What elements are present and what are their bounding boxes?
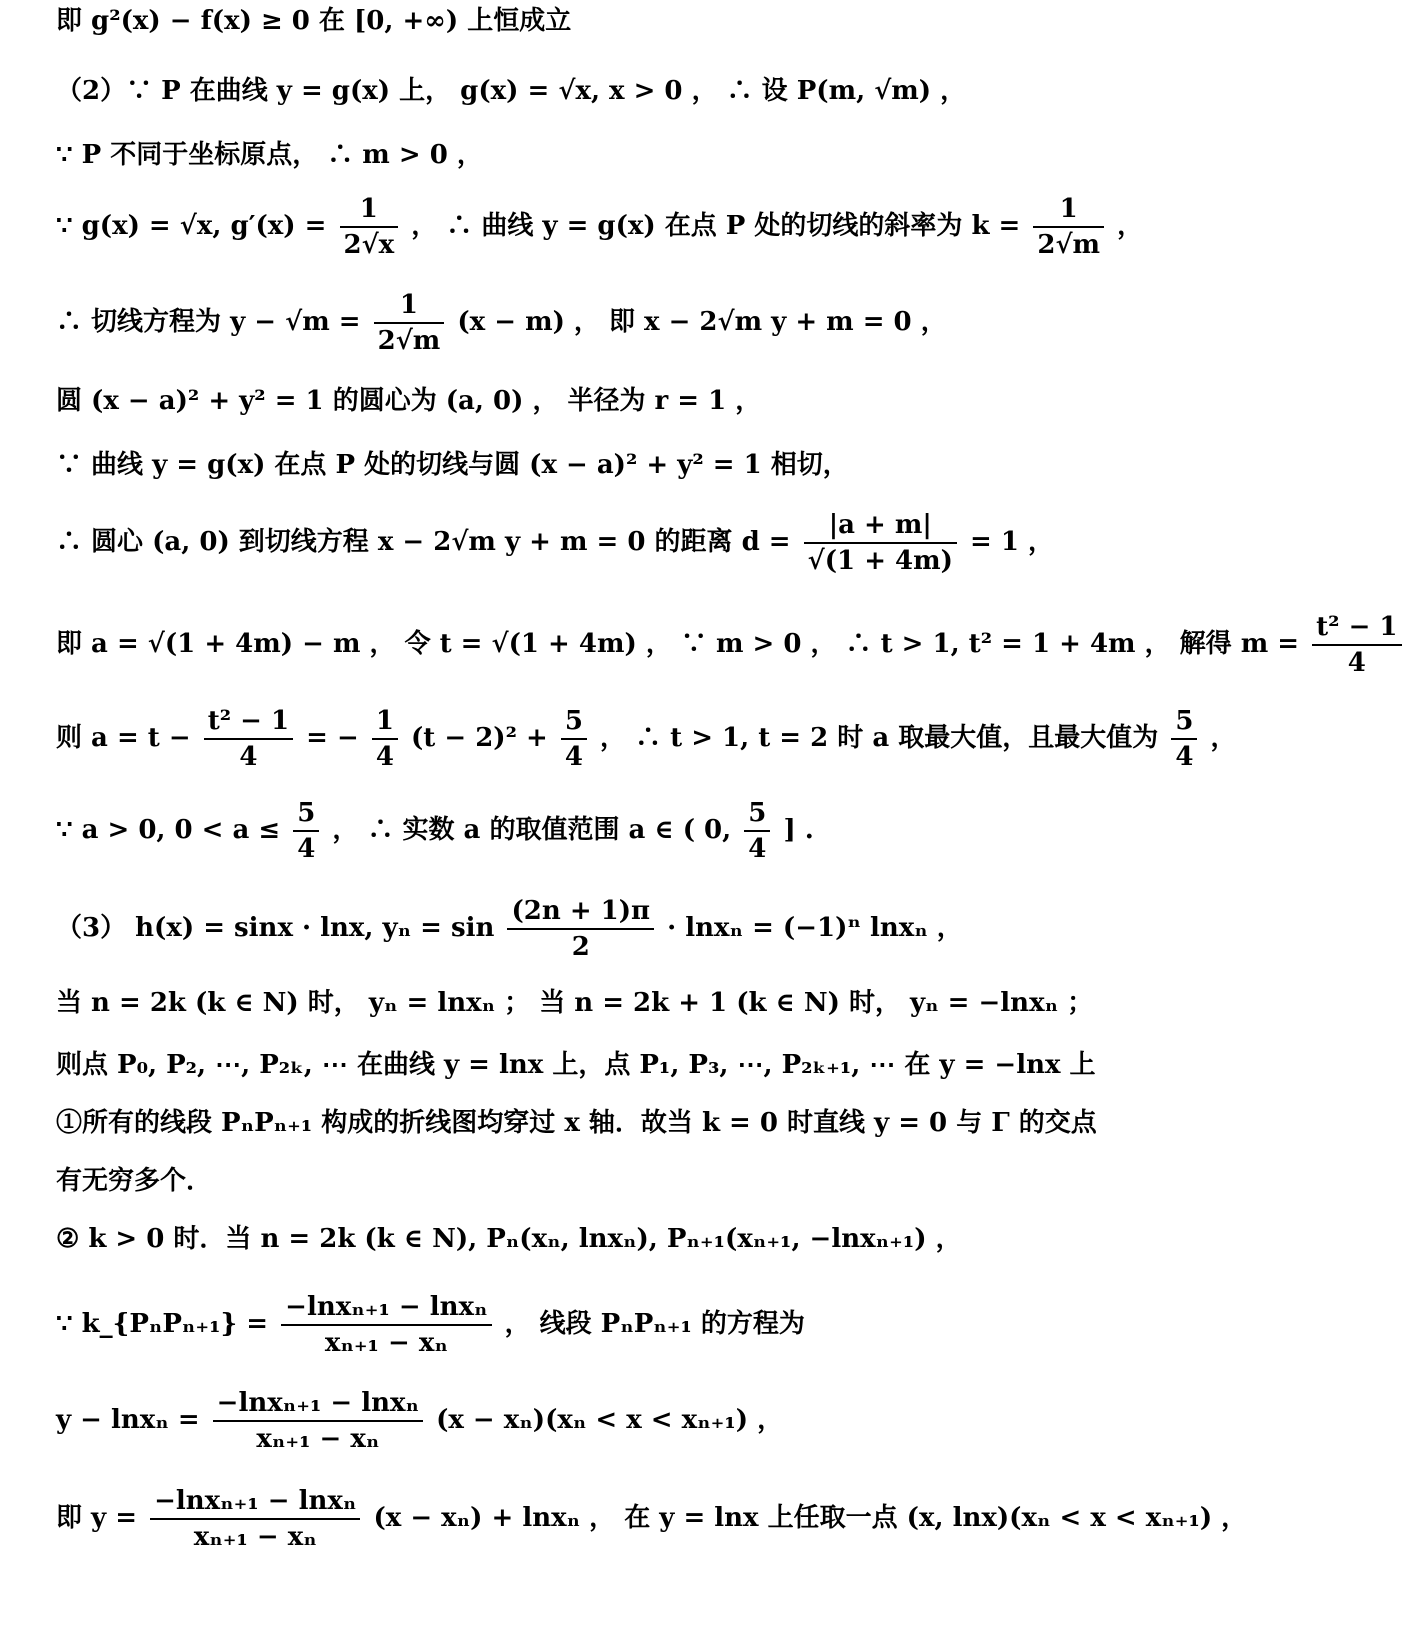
line-5-part-b: (x − m) ， 即 x − 2√m y + m = 0 ，	[457, 307, 947, 337]
line-17-text: ② k > 0 时．当 n = 2k (k ∈ N), Pₙ(xₙ, lnxₙ), Pₙ₊₁(xₙ₊₁, −lnxₙ₊₁) ，	[56, 1224, 962, 1254]
fraction-numerator: t² − 1	[1312, 610, 1401, 646]
fraction-denominator: xₙ₊₁ − xₙ	[193, 1522, 317, 1552]
fraction-a-1	[204, 704, 293, 774]
fraction-y-eq	[150, 1484, 360, 1554]
fraction-denominator: 4	[297, 834, 316, 864]
line-10-part-b: = −	[306, 723, 359, 753]
fraction-range-1	[293, 796, 319, 866]
line-1-text: 即 g²(x) − f(x) ≥ 0 在 [0, +∞) 上恒成立	[56, 6, 572, 36]
fraction-numerator: (2n + 1)π	[507, 894, 654, 930]
line-2	[56, 74, 1040, 108]
fraction-numerator: 5	[1171, 704, 1197, 740]
fraction-segment-eq	[213, 1386, 423, 1456]
line-15-text: ①所有的线段 PₙPₙ₊₁ 构成的折线图均穿过 x 轴．故当 k = 0 时直线 y = 0 与 Γ 的交点	[56, 1108, 1097, 1138]
fraction-denominator: 2√m	[1037, 230, 1101, 260]
fraction-denominator: 4	[1175, 742, 1194, 772]
line-13-text: 当 n = 2k (k ∈ N) 时， yₙ = lnxₙ ； 当 n = 2k + 1 (k ∈ N) 时， yₙ = −lnxₙ ；	[56, 988, 1094, 1018]
line-18	[56, 1290, 1040, 1360]
fraction-a-4	[1171, 704, 1197, 774]
fraction-g-prime	[340, 192, 399, 262]
line-10-part-c: (t − 2)² +	[411, 723, 548, 753]
line-11-part-b: ， ∴ 实数 a 的取值范围 a ∈ ( 0,	[332, 815, 732, 845]
fraction-numerator: −lnxₙ₊₁ − lnxₙ	[281, 1290, 491, 1326]
fraction-denominator: xₙ₊₁ − xₙ	[256, 1424, 380, 1454]
line-17	[56, 1222, 1040, 1256]
fraction-denominator: xₙ₊₁ − xₙ	[324, 1328, 448, 1358]
fraction-numerator: 1	[372, 704, 398, 740]
line-8-part-a: ∴ 圆心 (a, 0) 到切线方程 x − 2√m y + m = 0 的距离 d =	[56, 527, 791, 557]
line-4	[56, 192, 1144, 262]
line-5	[56, 288, 1040, 358]
fraction-numerator: 5	[561, 704, 587, 740]
line-5-part-a: ∴ 切线方程为 y − √m =	[56, 307, 361, 337]
fraction-tangent	[374, 288, 445, 358]
line-9-part-a: 即 a = √(1 + 4m) − m ， 令 t = √(1 + 4m) ， ∵ m > 0 ， ∴ t > 1, t² = 1 + 4m ， 解得 m =	[56, 629, 1300, 659]
line-7	[56, 448, 1040, 482]
line-19	[56, 1386, 1040, 1456]
fraction-m	[1312, 610, 1401, 680]
fraction-numerator: t² − 1	[204, 704, 293, 740]
fraction-a-3	[561, 704, 587, 774]
line-1	[56, 4, 1040, 38]
fraction-denominator: 2√x	[343, 230, 395, 260]
fraction-numerator: −lnxₙ₊₁ − lnxₙ	[213, 1386, 423, 1422]
line-3-text: ∵ P 不同于坐标原点， ∴ m > 0 ，	[56, 140, 483, 170]
fraction-a-2	[372, 704, 398, 774]
line-12-part-a: （3） h(x) = sinx · lnx, yₙ = sin	[56, 913, 495, 943]
fraction-denominator: 4	[1347, 648, 1366, 678]
fraction-sin-arg	[507, 894, 654, 964]
line-11-part-c: ] .	[783, 815, 814, 845]
fraction-numerator: 1	[340, 192, 399, 228]
line-12-part-b: · lnxₙ = (−1)ⁿ lnxₙ ，	[667, 913, 963, 943]
fraction-numerator: 5	[293, 796, 319, 832]
line-12	[56, 894, 1040, 964]
line-3	[56, 138, 1040, 172]
line-11	[56, 796, 1040, 866]
fraction-numerator: |a + m|	[804, 508, 957, 544]
fraction-slope-segment	[281, 1290, 491, 1360]
line-19-part-b: (x − xₙ)(xₙ < x < xₙ₊₁) ，	[436, 1405, 784, 1435]
line-8	[56, 508, 1054, 578]
line-6	[56, 384, 1040, 418]
line-20	[56, 1484, 1248, 1554]
line-10-part-d: ， ∴ t > 1, t = 2 时 a 取最大值，且最大值为	[600, 723, 1159, 753]
line-10-part-e: ，	[1210, 723, 1237, 753]
fraction-denominator: 4	[239, 742, 258, 772]
line-20-part-b: (x − xₙ) + lnxₙ ， 在 y = lnx 上任取一点 (x, lnx)(xₙ < x < xₙ₊₁) ，	[373, 1503, 1248, 1533]
line-14-text: 则点 P₀, P₂, ⋯, P₂ₖ, ⋯ 在曲线 y = lnx 上，点 P₁, P₃, ⋯, P₂ₖ₊₁, ⋯ 在 y = −lnx 上	[56, 1050, 1096, 1080]
fraction-denominator: 2√m	[377, 326, 441, 356]
line-20-part-a: 即 y =	[56, 1503, 137, 1533]
line-4-part-c: ，	[1117, 211, 1144, 241]
line-19-part-a: y − lnxₙ =	[56, 1405, 200, 1435]
fraction-distance	[804, 508, 957, 578]
line-8-part-b: = 1 ，	[970, 527, 1054, 557]
line-10	[56, 704, 1237, 774]
line-11-part-a: ∵ a > 0, 0 < a ≤	[56, 815, 281, 845]
fraction-numerator: 1	[1033, 192, 1104, 228]
line-7-text: ∵ 曲线 y = g(x) 在点 P 处的切线与圆 (x − a)² + y² = 1 相切，	[56, 450, 849, 480]
line-13	[56, 986, 1094, 1020]
line-2-text: （2）∵ P 在曲线 y = g(x) 上， g(x) = √x, x > 0 ， ∴ 设 P(m, √m) ，	[56, 76, 967, 106]
fraction-numerator: −lnxₙ₊₁ − lnxₙ	[150, 1484, 360, 1520]
line-4-part-b: ， ∴ 曲线 y = g(x) 在点 P 处的切线的斜率为 k =	[411, 211, 1021, 241]
fraction-numerator: 5	[744, 796, 770, 832]
fraction-range-2	[744, 796, 770, 866]
line-10-part-a: 则 a = t −	[56, 723, 191, 753]
line-18-part-b: ， 线段 PₙPₙ₊₁ 的方程为	[504, 1309, 805, 1339]
fraction-denominator: 4	[564, 742, 583, 772]
line-16	[56, 1164, 1040, 1198]
fraction-denominator: √(1 + 4m)	[807, 546, 953, 576]
line-14	[56, 1048, 1096, 1082]
line-6-text: 圆 (x − a)² + y² = 1 的圆心为 (a, 0) ， 半径为 r = 1 ，	[56, 386, 762, 416]
fraction-denominator: 2	[571, 932, 590, 962]
line-4-part-a: ∵ g(x) = √x, g′(x) =	[56, 211, 327, 241]
fraction-slope	[1033, 192, 1104, 262]
line-9	[56, 610, 1398, 680]
fraction-numerator: 1	[374, 288, 445, 324]
fraction-denominator: 4	[375, 742, 394, 772]
fraction-denominator: 4	[748, 834, 767, 864]
line-18-part-a: ∵ k_{PₙPₙ₊₁} =	[56, 1309, 269, 1339]
line-15	[56, 1106, 1097, 1140]
line-16-text: 有无穷多个．	[56, 1166, 213, 1196]
